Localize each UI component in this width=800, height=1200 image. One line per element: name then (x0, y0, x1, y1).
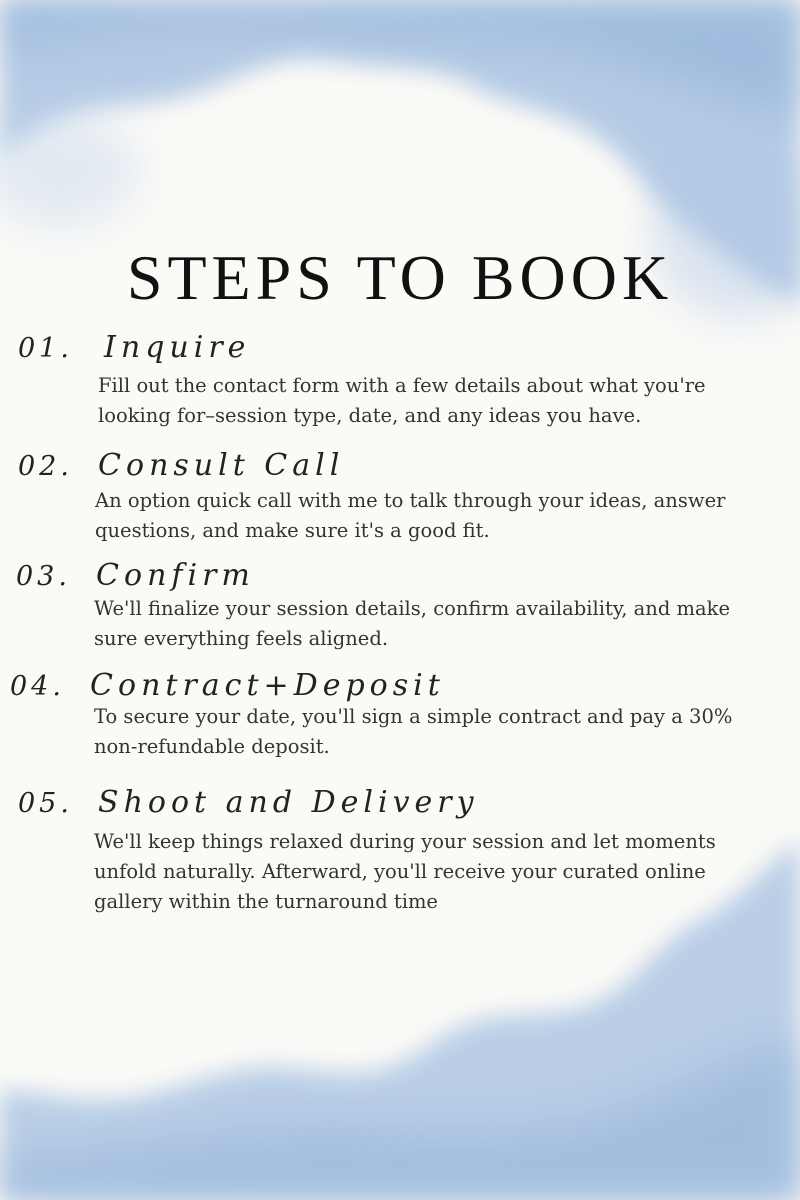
step-5 (18, 785, 479, 820)
step-description: Fill out the contact form with a few details about what you're looking for–session type, date, and any ideas you have. (98, 374, 706, 427)
step-description: To secure your date, you'll sign a simple contract and pay a 30% non-refundable deposit. (94, 705, 733, 758)
step-2 (18, 448, 344, 483)
step-number: 04. (10, 671, 65, 702)
step-3 (16, 558, 255, 593)
step-description: An option quick call with me to talk through your ideas, answer questions, and make sure it's a good fit. (95, 489, 726, 542)
step-4 (10, 668, 445, 703)
step-name: Contract+Deposit (90, 668, 445, 703)
step-name: Shoot and Delivery (98, 785, 479, 820)
step-name: Consult Call (98, 448, 345, 483)
step-1 (18, 330, 250, 365)
step-number: 01. (18, 333, 73, 364)
step-number: 02. (18, 451, 73, 482)
page-title: STEPS TO BOOK (126, 242, 674, 313)
step-name: Inquire (104, 330, 251, 365)
step-description: We'll finalize your session details, confirm availability, and make sure everything feels aligned. (94, 597, 730, 650)
step-description: We'll keep things relaxed during your session and let moments unfold naturally. Afterward, you'll receive your curated online gallery within the turnaround time (94, 830, 716, 913)
step-number: 03. (16, 561, 71, 592)
step-name: Confirm (96, 558, 255, 593)
step-number: 05. (18, 788, 73, 819)
